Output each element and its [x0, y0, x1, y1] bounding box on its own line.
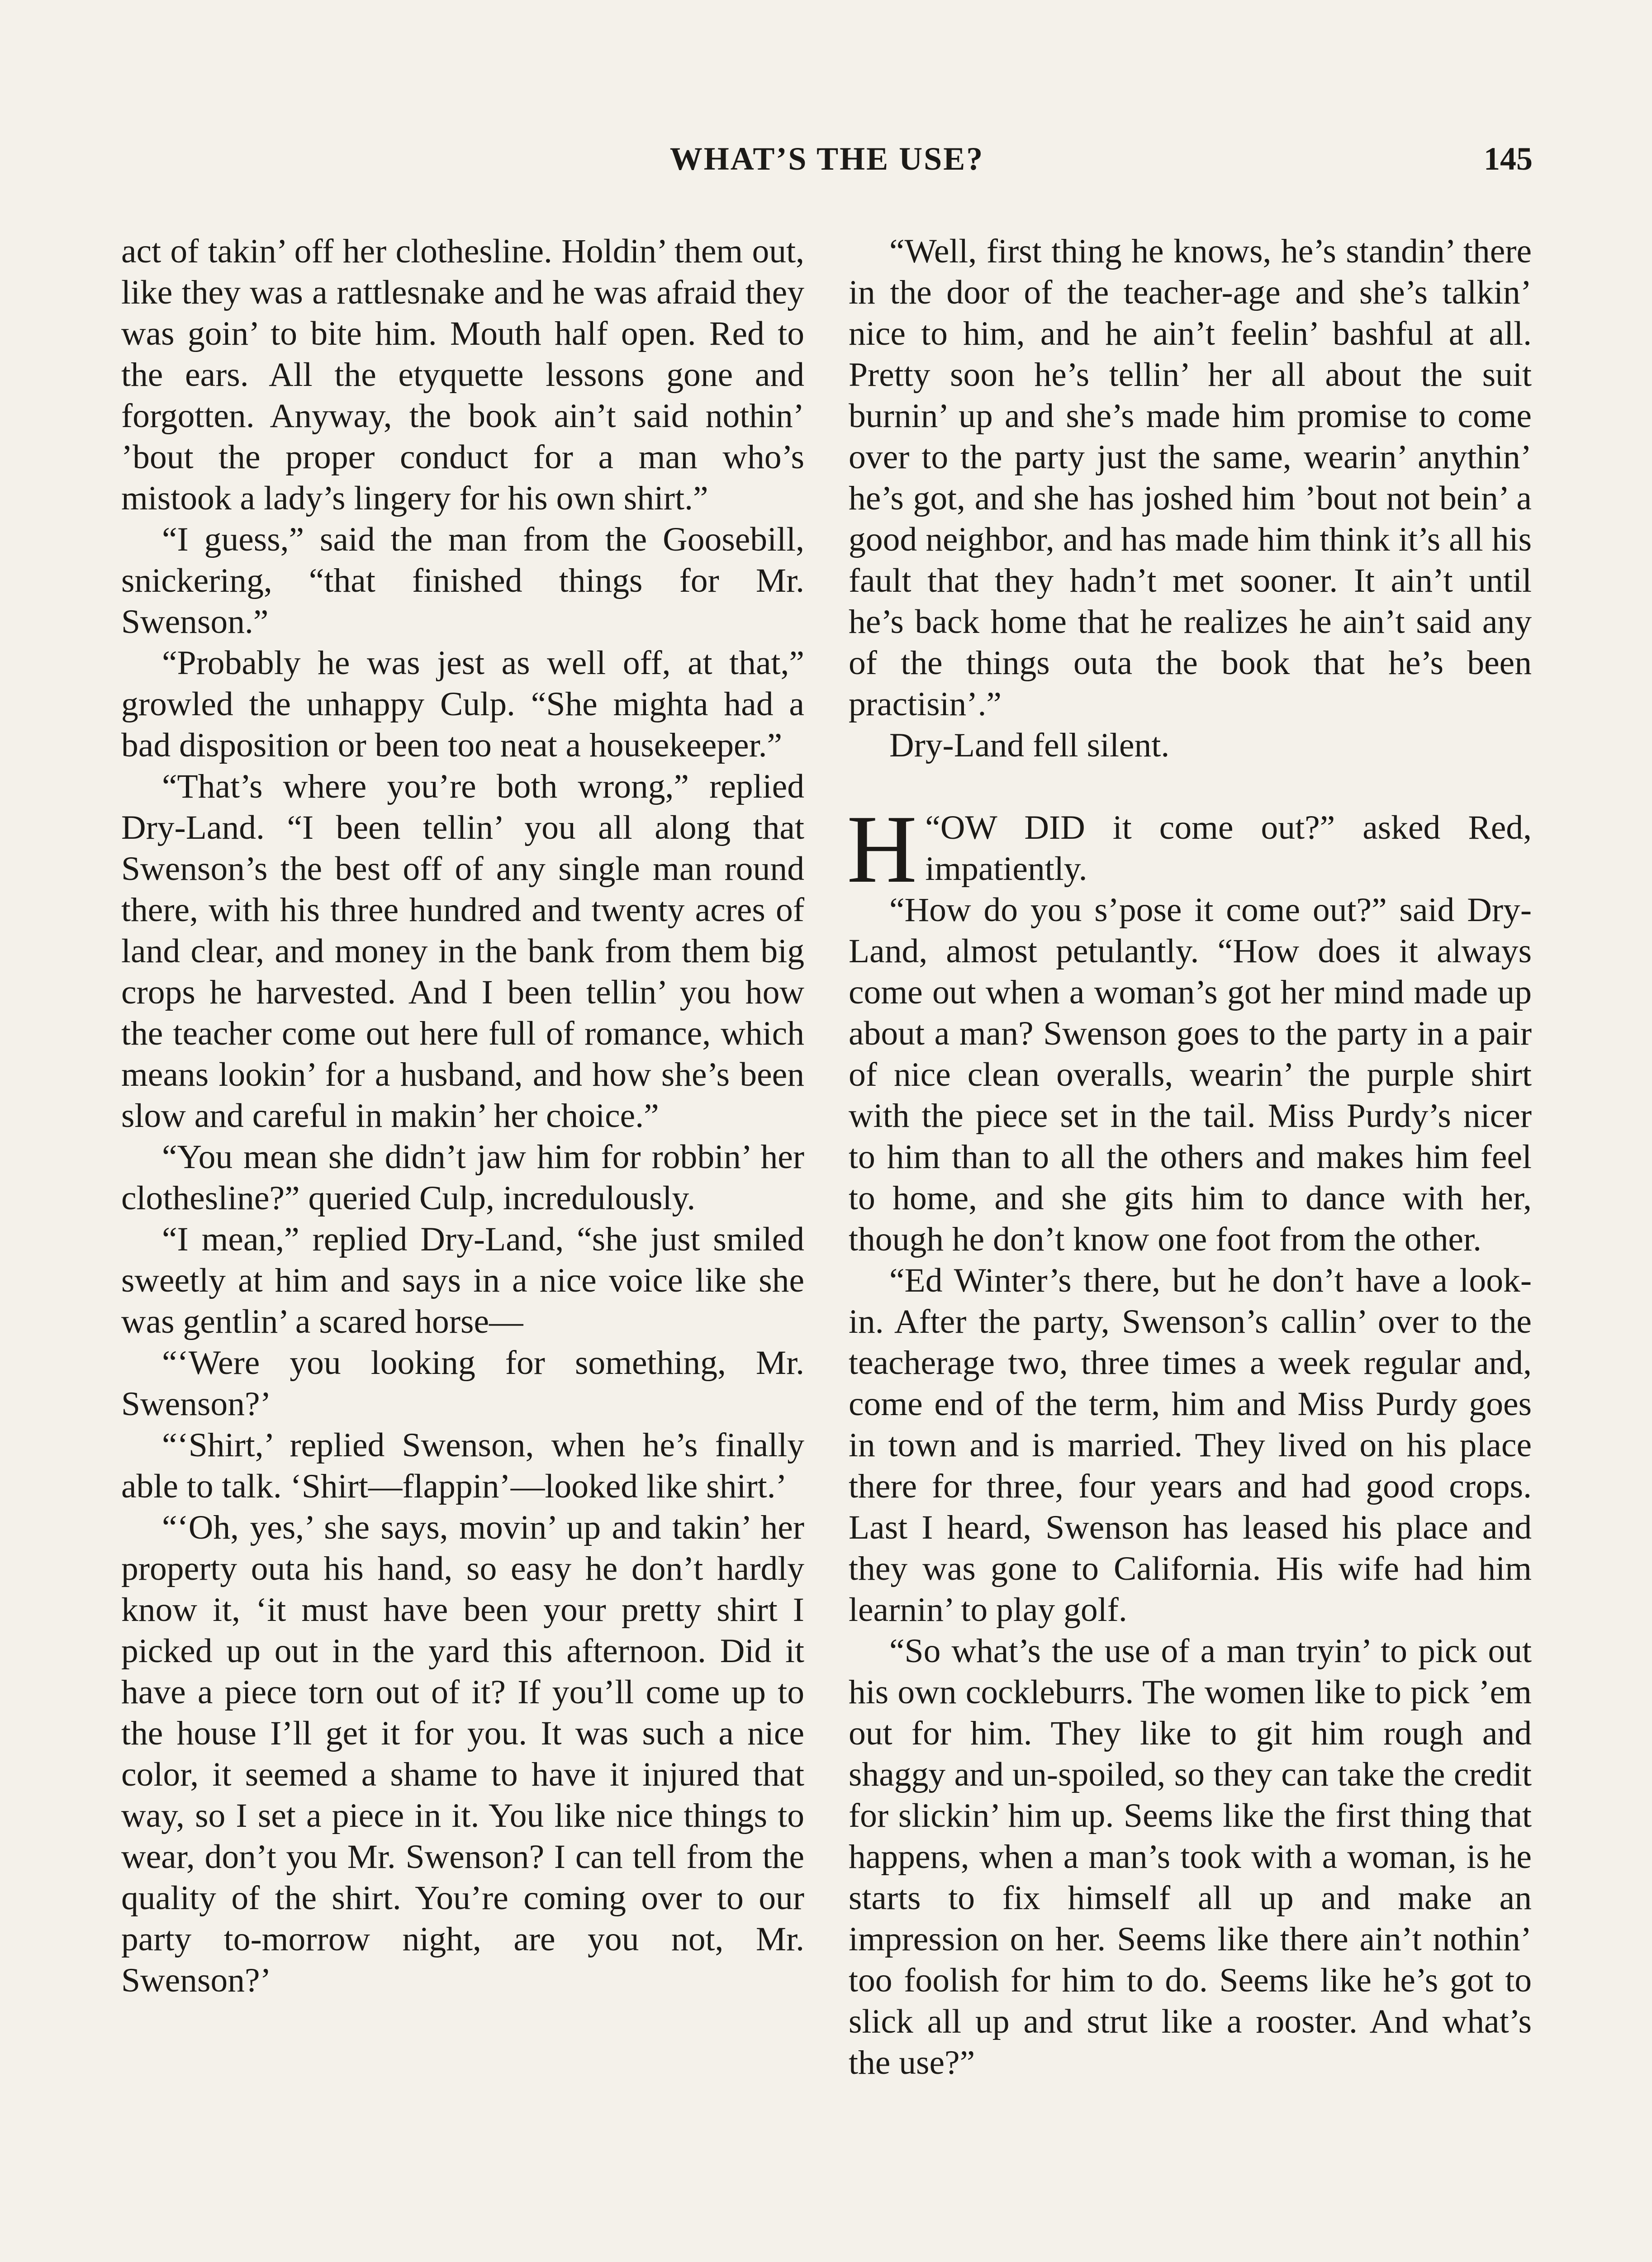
page-number: 145 — [1484, 141, 1533, 177]
paragraph: “How do you s’pose it come out?” said Dry-Land, almost petulantly. “How does it always come out when a woman’s got her mind made up about a man? Swenson goes to the party in a pair of nice clean overalls, wearin’ the purple shirt with the piece set in the tail. Miss Purdy’s nicer to him than to all the others and makes him feel to home, and she gits him to dance with her, though he don’t know one foot from the other. — [849, 891, 1532, 1258]
paragraph: Dry-Land fell silent. — [889, 727, 1170, 764]
paragraph: “Probably he was jest as well off, at that,” growled the unhappy Culp. “She mighta had a bad disposition or been too neat a housekeeper.” — [121, 644, 804, 764]
paragraph: “Well, first thing he knows, he’s standin’ there in the door of the teacher-age and she’s talkin’ nice to him, and he ain’t feelin’ bashful at all. Pretty soon he’s tellin’ her all about the suit burnin’ up and she’s made him promise to come over to the party just the same, wearin’ anythin’ he’s got, and she has joshed him ’bout not bein’ a good neighbor, and has made him think it’s all his fault that they hadn’t met sooner. It ain’t until he’s back home that he realizes he ain’t said any of the things outa the book that he’s been practisin’.” — [849, 233, 1532, 723]
paragraph: “I mean,” replied Dry-Land, “she just smiled sweetly at him and says in a nice voice like she was gentlin’ a scared horse— — [121, 1221, 804, 1340]
paragraph: “You mean she didn’t jaw him for robbin’ her clothesline?” queried Culp, incredulously. — [121, 1138, 804, 1217]
running-title: WHAT’S THE USE? — [669, 141, 984, 177]
drop-cap: H — [847, 795, 917, 903]
paragraph-text: OW DID it come out?” asked Red, impatiently. — [925, 809, 1532, 888]
right-column — [849, 231, 1532, 2083]
paragraph: “‘Oh, yes,’ she says, movin’ up and takin’ her property outa his hand, so easy he don’t hardly know it, ‘it must have been your pretty shirt I picked up out in the yard this afternoon. Did it have a piece torn out of it? If you’ll come up to the house I’ll get it for you. It was such a nice color, it seemed a shame to have it injured that way, so I set a piece in it. You like nice things to wear, don’t you Mr. Swenson? I can tell from the quality of the shirt. You’re coming over to our party to-morrow night, are you not, Mr. Swenson?’ — [121, 1509, 804, 1999]
paragraph: “‘Were you looking for something, Mr. Swenson?’ — [121, 1344, 804, 1423]
paragraph: “‘Shirt,’ replied Swenson, when he’s finally able to talk. ‘Shirt—flappin’—looked like shirt.’ — [121, 1426, 804, 1505]
left-column — [121, 231, 804, 2001]
paragraph: act of takin’ off her clothesline. Holdin’ them out, like they was a rattlesnake and he was afraid they was goin’ to bite him. Mouth half open. Red to the ears. All the etyquette lessons gone and forgotten. Anyway, the book ain’t said nothin’ ’bout the proper conduct for a man who’s mistook a lady’s lingery for his own shirt.” — [121, 233, 804, 517]
paragraph: “That’s where you’re both wrong,” replied Dry-Land. “I been tellin’ you all along that Swenson’s the best off of any single man round there, with his three hundred and twenty acres of land clear, and money in the bank from them big crops he harvested. And I been tellin’ you how the teacher come out here full of romance, which means lookin’ for a husband, and how she’s been slow and careful in makin’ her choice.” — [121, 768, 804, 1135]
page-header — [121, 140, 1533, 195]
opening-quote: “ — [925, 809, 940, 846]
paragraph: “I guess,” said the man from the Goosebill, snickering, “that finished things for Mr. Swenson.” — [121, 521, 804, 641]
paragraph: “Ed Winter’s there, but he don’t have a look-in. After the party, Swenson’s callin’ over to the teacherage two, three times a week regular and, come end of the term, him and Miss Purdy goes in town and is married. They lived on his place there for three, four years and had good crops. Last I heard, Swenson has leased his place and they was gone to California. His wife had him learnin’ to play golf. — [849, 1262, 1532, 1629]
section-opening-paragraph — [847, 795, 1532, 903]
paragraph: “So what’s the use of a man tryin’ to pick out his own cockleburrs. The women like to pick ’em out for him. They like to git him rough and shaggy and un-spoiled, so they can take the credit for slickin’ him up. Seems like the first thing that happens, when a man’s took with a woman, is he starts to fix himself all up and make an impression on her. Seems like there ain’t nothin’ too foolish for him to do. Seems like he’s got to slick all up and strut like a rooster. And what’s the use?” — [849, 1632, 1532, 2081]
